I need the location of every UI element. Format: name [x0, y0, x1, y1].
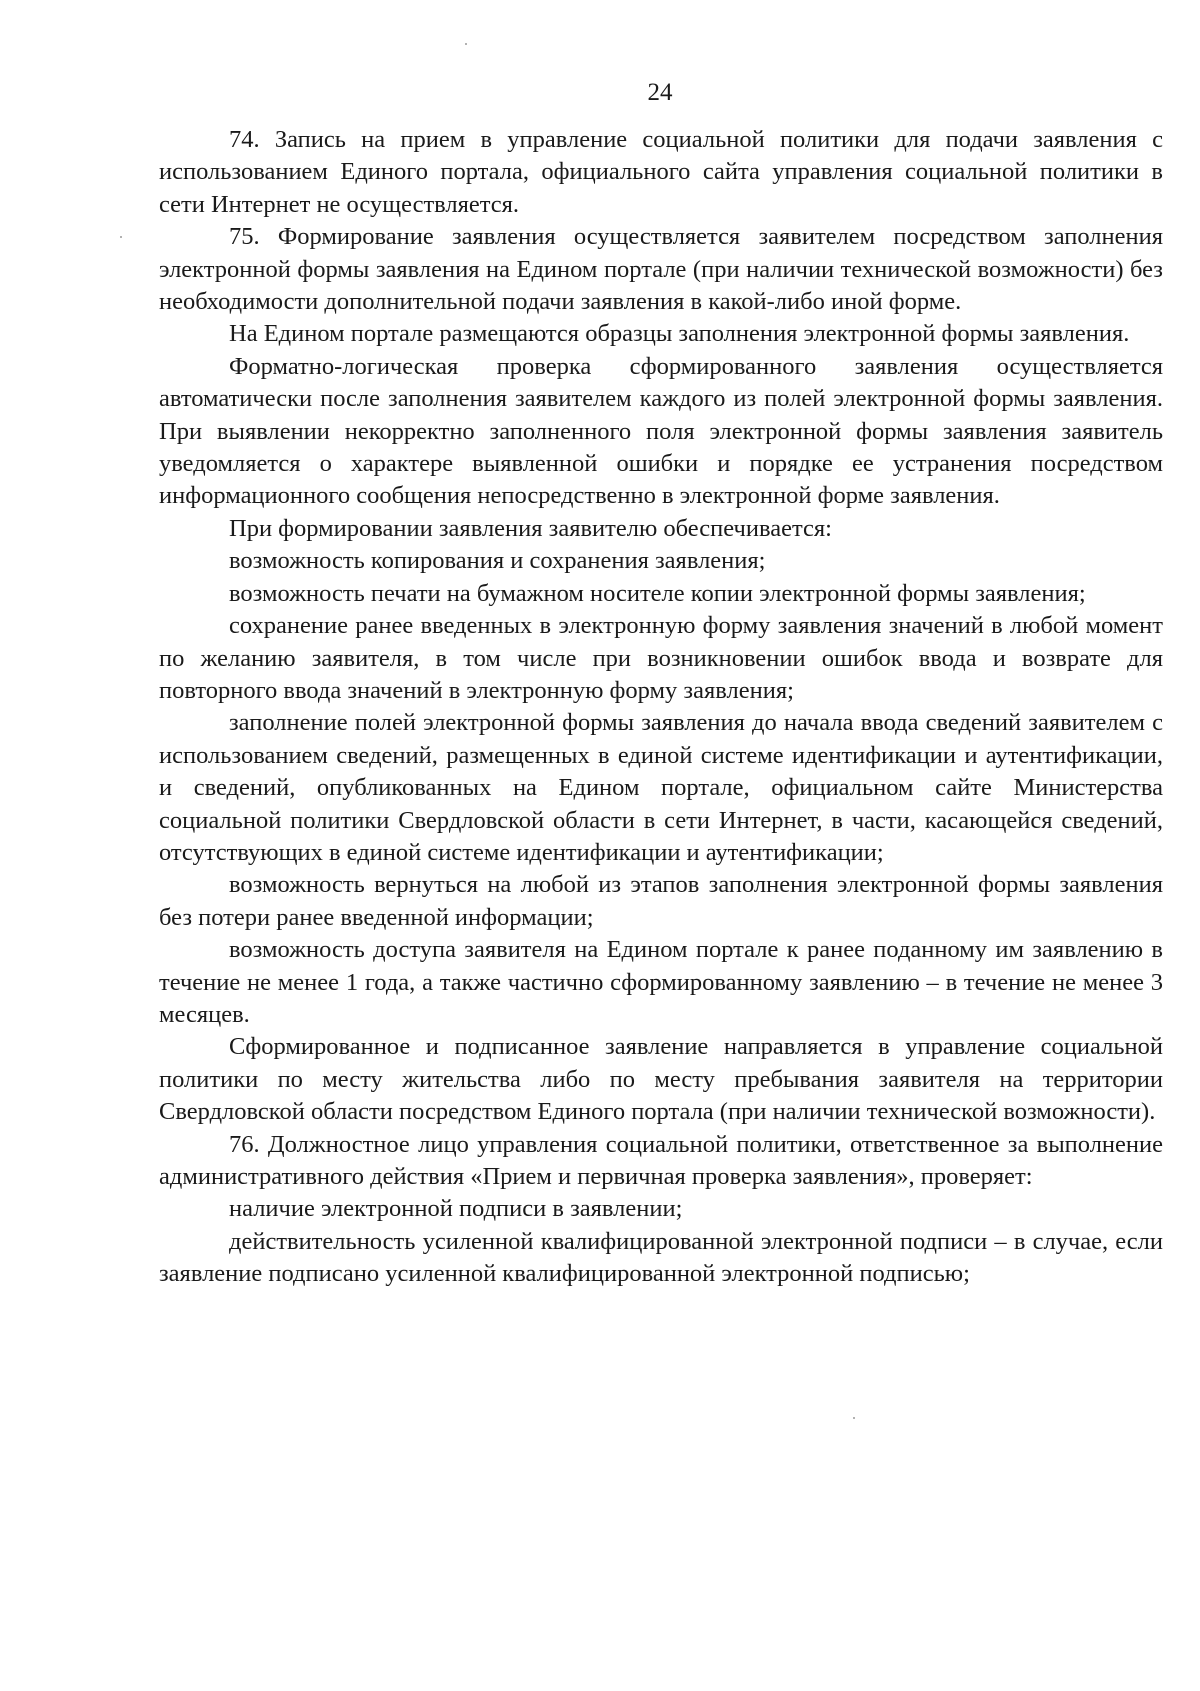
list-item-access: возможность доступа заявителя на Едином портале к ранее поданному им заявлению в течение не менее 1 года, а также частично сформированному заявлению – в течение не менее 3 месяцев. [159, 936, 1163, 1028]
paragraph-submission: Сформированное и подписанное заявление направляется в управление социальной политики по месту жительства либо по месту пребывания заявителя на территории Свердловской области посредством Единого портала (при наличии технической возможности). [159, 1033, 1163, 1126]
scan-speck [120, 236, 122, 238]
list-item-keep-values: сохранение ранее введенных в электронную форму заявления значений в любой момент по желанию заявителя, в том числе при возникновении ошибок ввода и возврате для повторного ввода значений в электронную форму заявления; [159, 612, 1163, 704]
scan-speck [465, 43, 467, 45]
paragraph-provided-list-intro: При формировании заявления заявителю обеспечивается: [229, 514, 832, 542]
document-body [159, 124, 1163, 1291]
list-item-print: возможность печати на бумажном носителе копии электронной формы заявления; [229, 579, 1086, 607]
paragraph-75: 75. Формирование заявления осуществляется заявителем посредством заполнения электронной формы заявления на Едином портале (при наличии технической возможности) без необходимости дополнительной подачи заявления в какой-либо иной форме. [159, 223, 1163, 316]
scan-speck [853, 1417, 855, 1419]
paragraph-samples: На Едином портале размещаются образцы заполнения электронной формы заявления. [229, 320, 1130, 348]
page-number: 24 [647, 79, 673, 106]
list-item-copy-save: возможность копирования и сохранения заявления; [229, 547, 766, 575]
paragraph-format-check: Форматно-логическая проверка сформированного заявления осуществляется автоматически после заполнения заявителем каждого из полей электронной формы заявления. При выявлении некорректно заполненного поля электронной формы заявления заявитель уведомляется о характере выявленной ошибки и порядке ее устранения посредством информационного сообщения непосредственно в электронной форме заявления. [159, 352, 1163, 510]
list-item-return-step: возможность вернуться на любой из этапов заполнения электронной формы заявления без потери ранее введенной информации; [159, 871, 1163, 931]
paragraph-74: 74. Запись на прием в управление социальной политики для подачи заявления с использованием Единого портала, официального сайта управления социальной политики в сети Интернет не осуществляется. [159, 126, 1163, 218]
paragraph-76: 76. Должностное лицо управления социальной политики, ответственное за выполнение административного действия «Прием и первичная проверка заявления», проверяет: [159, 1130, 1163, 1190]
list-item-signature-valid: действительность усиленной квалифицированной электронной подписи – в случае, если заявление подписано усиленной квалифицированной электронной подписью; [159, 1227, 1163, 1288]
list-item-signature-present: наличие электронной подписи в заявлении; [229, 1195, 683, 1223]
list-item-prefill: заполнение полей электронной формы заявления до начала ввода сведений заявителем с использованием сведений, размещенных в единой системе идентификации и аутентификации, и сведений, опубликованных на Едином портале, официальном сайте Министерства социальной политики Свердловской области в сети Интернет, в части, касающейся сведений, отсутствующих в единой системе идентификации и аутентификации; [159, 709, 1163, 866]
